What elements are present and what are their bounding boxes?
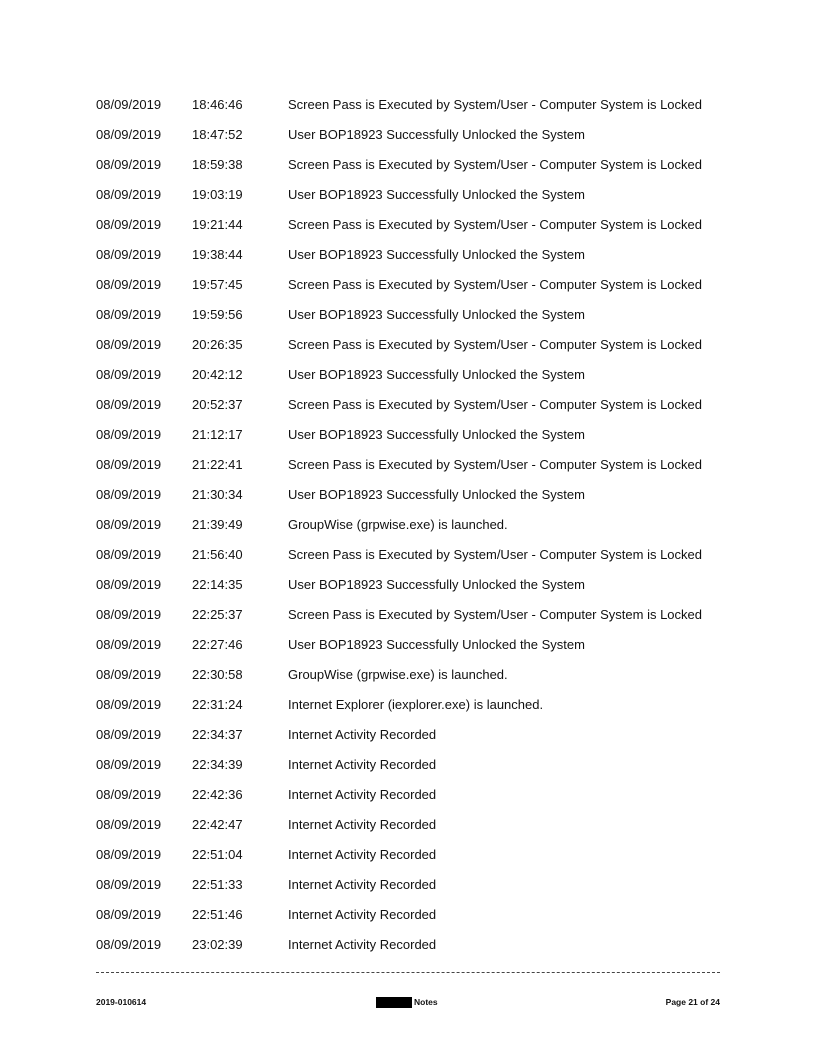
log-entry-time: 21:30:34 [192, 487, 243, 502]
log-entry-date: 08/09/2019 [96, 187, 162, 202]
footer-page-number: Page 21 of 24 [665, 997, 720, 1007]
footer-case-number: 2019-010614 [96, 997, 147, 1007]
log-entry-event: Internet Activity Recorded [288, 757, 437, 772]
log-entry-event: User BOP18923 Successfully Unlocked the System [288, 187, 585, 202]
log-entry-event: GroupWise (grpwise.exe) is launched. [288, 667, 508, 682]
log-entry-date: 08/09/2019 [96, 547, 162, 562]
log-entry-time: 22:34:39 [192, 757, 243, 772]
log-entry-date: 08/09/2019 [96, 517, 162, 532]
log-entry-date: 08/09/2019 [96, 697, 162, 712]
log-entry-row [96, 364, 736, 394]
log-entry-row [96, 154, 736, 184]
log-entry-event: User BOP18923 Successfully Unlocked the System [288, 427, 585, 442]
log-entry-row [96, 874, 736, 904]
log-entry-time: 22:51:46 [192, 907, 243, 922]
log-entry-date: 08/09/2019 [96, 877, 162, 892]
log-entry-event: Internet Activity Recorded [288, 847, 437, 862]
log-entry-row [96, 724, 736, 754]
footer-divider [96, 972, 720, 973]
log-entry-time: 22:51:33 [192, 877, 243, 892]
log-entry-time: 18:47:52 [192, 127, 243, 142]
log-entry-date: 08/09/2019 [96, 667, 162, 682]
log-entry-time: 19:21:44 [192, 217, 243, 232]
footer-notes-label: Notes [414, 997, 438, 1007]
log-entry-row [96, 334, 736, 364]
log-entry-time: 19:38:44 [192, 247, 243, 262]
log-entry-event: User BOP18923 Successfully Unlocked the System [288, 487, 585, 502]
log-entry-row [96, 604, 736, 634]
log-entry-event: User BOP18923 Successfully Unlocked the System [288, 577, 585, 592]
log-entry-event: Screen Pass is Executed by System/User - Computer System is Locked [288, 97, 702, 112]
log-entry-date: 08/09/2019 [96, 847, 162, 862]
log-entry-time: 21:56:40 [192, 547, 243, 562]
log-entry-event: Internet Activity Recorded [288, 907, 437, 922]
log-entry-date: 08/09/2019 [96, 487, 162, 502]
log-entry-row [96, 574, 736, 604]
log-entry-date: 08/09/2019 [96, 307, 162, 322]
log-entry-date: 08/09/2019 [96, 727, 162, 742]
log-entry-date: 08/09/2019 [96, 787, 162, 802]
log-entry-date: 08/09/2019 [96, 427, 162, 442]
log-entry-event: Screen Pass is Executed by System/User - Computer System is Locked [288, 457, 702, 472]
log-entry-time: 22:14:35 [192, 577, 243, 592]
log-entry-row [96, 214, 736, 244]
log-entry-event: Internet Activity Recorded [288, 787, 437, 802]
log-entry-time: 22:42:47 [192, 817, 243, 832]
log-entry-row [96, 304, 736, 334]
log-entry-event: User BOP18923 Successfully Unlocked the System [288, 367, 585, 382]
log-entry-row [96, 274, 736, 304]
log-entry-time: 22:34:37 [192, 727, 243, 742]
log-entry-row [96, 544, 736, 574]
log-entry-row [96, 634, 736, 664]
log-entry-event: User BOP18923 Successfully Unlocked the System [288, 637, 585, 652]
log-entry-row [96, 394, 736, 424]
log-entry-event: User BOP18923 Successfully Unlocked the System [288, 127, 585, 142]
log-entry-event: Internet Activity Recorded [288, 727, 437, 742]
log-entry-date: 08/09/2019 [96, 457, 162, 472]
log-entry-time: 22:31:24 [192, 697, 243, 712]
log-entry-date: 08/09/2019 [96, 757, 162, 772]
log-entry-date: 08/09/2019 [96, 247, 162, 262]
log-entry-event: Screen Pass is Executed by System/User - Computer System is Locked [288, 607, 702, 622]
log-entry-row [96, 754, 736, 784]
log-entry-row [96, 424, 736, 454]
log-entry-time: 19:59:56 [192, 307, 243, 322]
log-entry-row [96, 784, 736, 814]
log-entry-event: Screen Pass is Executed by System/User - Computer System is Locked [288, 217, 702, 232]
log-entry-event: User BOP18923 Successfully Unlocked the System [288, 247, 585, 262]
log-entry-date: 08/09/2019 [96, 907, 162, 922]
log-entry-time: 20:26:35 [192, 337, 243, 352]
log-entry-time: 18:46:46 [192, 97, 243, 112]
log-entry-date: 08/09/2019 [96, 337, 162, 352]
log-entry-time: 21:39:49 [192, 517, 243, 532]
log-entry-event: GroupWise (grpwise.exe) is launched. [288, 517, 508, 532]
log-entry-date: 08/09/2019 [96, 157, 162, 172]
log-entry-time: 21:22:41 [192, 457, 243, 472]
log-entry-event: Screen Pass is Executed by System/User - Computer System is Locked [288, 547, 702, 562]
log-entry-date: 08/09/2019 [96, 217, 162, 232]
log-entry-time: 22:51:04 [192, 847, 243, 862]
log-entry-row [96, 934, 736, 964]
log-entry-time: 19:03:19 [192, 187, 243, 202]
log-entry-row [96, 124, 736, 154]
log-entry-date: 08/09/2019 [96, 97, 162, 112]
log-entry-date: 08/09/2019 [96, 367, 162, 382]
log-entry-row [96, 244, 736, 274]
activity-log-table [96, 94, 736, 964]
log-entry-row [96, 904, 736, 934]
log-entry-date: 08/09/2019 [96, 817, 162, 832]
log-entry-event: Internet Activity Recorded [288, 817, 437, 832]
log-entry-date: 08/09/2019 [96, 577, 162, 592]
log-entry-row [96, 694, 736, 724]
log-entry-time: 19:57:45 [192, 277, 243, 292]
log-entry-row [96, 814, 736, 844]
footer-title [376, 995, 438, 1009]
log-entry-event: Screen Pass is Executed by System/User - Computer System is Locked [288, 397, 702, 412]
log-entry-event: Internet Explorer (iexplorer.exe) is launched. [288, 697, 544, 712]
log-entry-event: Screen Pass is Executed by System/User - Computer System is Locked [288, 337, 702, 352]
log-entry-date: 08/09/2019 [96, 277, 162, 292]
page-footer [96, 995, 720, 1009]
log-entry-date: 08/09/2019 [96, 397, 162, 412]
log-entry-date: 08/09/2019 [96, 937, 162, 952]
log-entry-event: Internet Activity Recorded [288, 877, 437, 892]
log-entry-time: 22:25:37 [192, 607, 243, 622]
log-entry-row [96, 94, 736, 124]
log-entry-date: 08/09/2019 [96, 637, 162, 652]
log-entry-event: Internet Activity Recorded [288, 937, 437, 952]
log-entry-row [96, 184, 736, 214]
log-entry-time: 21:12:17 [192, 427, 243, 442]
log-entry-row [96, 664, 736, 694]
log-entry-row [96, 454, 736, 484]
redaction-block [376, 997, 412, 1008]
log-entry-time: 20:42:12 [192, 367, 243, 382]
log-entry-event: User BOP18923 Successfully Unlocked the System [288, 307, 585, 322]
log-entry-date: 08/09/2019 [96, 127, 162, 142]
log-entry-time: 23:02:39 [192, 937, 243, 952]
log-entry-time: 22:30:58 [192, 667, 243, 682]
log-entry-row [96, 844, 736, 874]
log-entry-time: 22:27:46 [192, 637, 243, 652]
log-entry-date: 08/09/2019 [96, 607, 162, 622]
log-entry-row [96, 514, 736, 544]
log-entry-row [96, 484, 736, 514]
log-entry-event: Screen Pass is Executed by System/User - Computer System is Locked [288, 277, 702, 292]
log-entry-event: Screen Pass is Executed by System/User - Computer System is Locked [288, 157, 702, 172]
log-entry-time: 22:42:36 [192, 787, 243, 802]
log-entry-time: 20:52:37 [192, 397, 243, 412]
log-entry-time: 18:59:38 [192, 157, 243, 172]
